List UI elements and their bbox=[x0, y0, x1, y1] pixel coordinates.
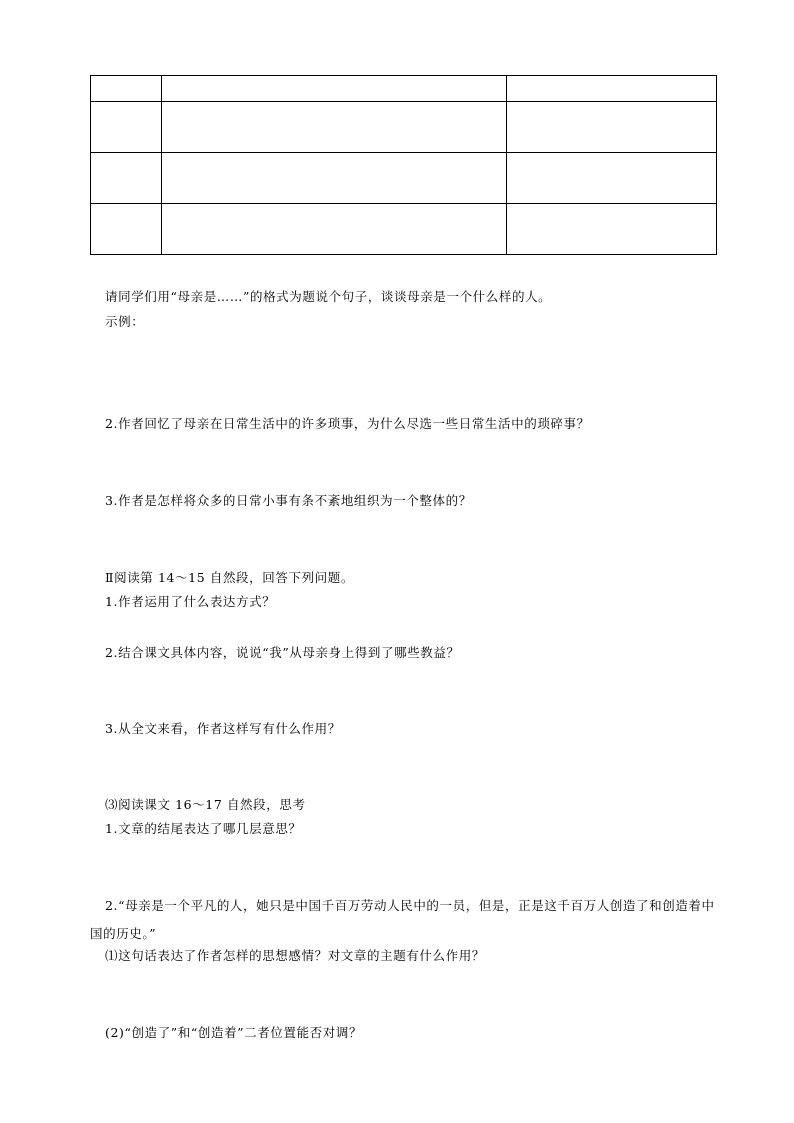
answer-table bbox=[90, 75, 717, 255]
section-3-question-2: 2.“母亲是一个平凡的人，她只是中国千百万劳动人民中的一员，但是，正是这千百万人创造了和创造着中国的历史。” bbox=[90, 898, 715, 941]
section-2-question-1: 1.作者运用了什么表达方式？ bbox=[105, 594, 276, 609]
section-2-question-3: 3.从全文来看，作者这样写有什么作用？ bbox=[105, 721, 341, 736]
table-cell bbox=[507, 102, 717, 153]
table-cell bbox=[162, 153, 507, 204]
section-2-question-2: 2.结合课文具体内容，说说“我”从母亲身上得到了哪些教益？ bbox=[105, 645, 460, 660]
section-3-heading: ⑶阅读课文 16～17 自然段，思考 bbox=[105, 797, 306, 812]
table-cell bbox=[507, 76, 717, 102]
table-cell bbox=[91, 153, 162, 204]
question-3: 3.作者是怎样将众多的日常小事有条不紊地组织为一个整体的？ bbox=[105, 493, 472, 508]
question-2: 2.作者回忆了母亲在日常生活中的许多琐事，为什么尽选一些日常生活中的琐碎事？ bbox=[105, 416, 590, 431]
table-cell bbox=[162, 204, 507, 255]
table-cell bbox=[91, 204, 162, 255]
section-3-question-2-part-2: (2)“创造了”和“创造着”二者位置能否对调？ bbox=[105, 1025, 363, 1040]
table-cell bbox=[507, 153, 717, 204]
table-cell bbox=[162, 76, 507, 102]
question-prompt: 请同学们用“母亲是……”的格式为题说个句子，谈谈母亲是一个什么样的人。 bbox=[105, 289, 552, 304]
table-cell bbox=[91, 76, 162, 102]
table-row bbox=[91, 102, 717, 153]
section-3-question-1: 1.文章的结尾表达了哪几层意思？ bbox=[105, 821, 302, 836]
section-2-heading: Ⅱ阅读第 14～15 自然段，回答下列问题。 bbox=[105, 570, 354, 585]
example-label: 示例： bbox=[105, 314, 145, 329]
table-row bbox=[91, 153, 717, 204]
section-3-question-2-part-1: ⑴这句话表达了作者怎样的思想感情？对文章的主题有什么作用？ bbox=[105, 948, 485, 963]
table-cell bbox=[91, 102, 162, 153]
table-row bbox=[91, 204, 717, 255]
table-row bbox=[91, 76, 717, 102]
table-cell bbox=[507, 204, 717, 255]
table-cell bbox=[162, 102, 507, 153]
